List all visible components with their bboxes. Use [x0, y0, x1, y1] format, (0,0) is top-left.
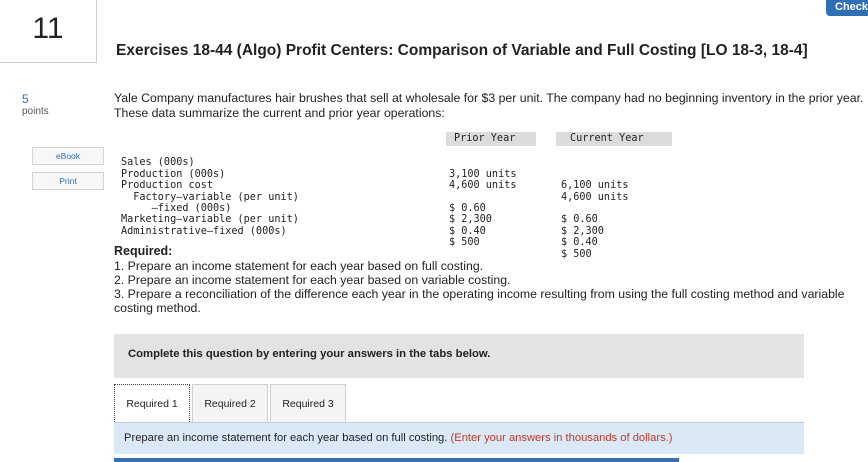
print-button[interactable]: Print: [32, 172, 104, 190]
current-year-value: $ 0.60: [561, 214, 598, 226]
column-header-current-year: Current Year: [556, 132, 672, 146]
required-item-3: 3. Prepare a reconciliation of the difference each year in the operating income resulting from using the full costing method and variable costing method.: [114, 287, 845, 315]
prior-year-value: $ 2,300: [449, 214, 492, 226]
required-item-2: 2. Prepare an income statement for each year based on variable costing.: [114, 273, 511, 287]
required-heading: Required:: [114, 244, 173, 258]
prior-year-value: 3,100 units: [449, 168, 517, 180]
answer-table-header-edge: [114, 458, 679, 462]
row-label: Factory—variable (per unit): [121, 191, 299, 203]
complete-question-banner: [114, 334, 804, 378]
question-number: 11: [0, 0, 97, 63]
tab-required-1[interactable]: Required 1: [114, 384, 190, 422]
ebook-button[interactable]: eBook: [32, 147, 104, 165]
column-header-prior-year: Prior Year: [446, 132, 536, 146]
instructions-bar: [114, 422, 804, 454]
current-year-value: $ 500: [561, 248, 592, 260]
row-label: Sales (000s): [121, 157, 195, 169]
prior-year-value: $ 0.40: [449, 225, 486, 237]
points-value: 5: [22, 92, 29, 106]
instructions-text: Prepare an income statement for each year based on full costing.: [124, 432, 448, 444]
complete-question-text: Complete this question by entering your answers in the tabs below.: [128, 348, 491, 360]
current-year-value: $ 2,300: [561, 225, 604, 237]
tab-required-2[interactable]: Required 2: [192, 384, 268, 422]
row-label: Production (000s): [121, 168, 226, 180]
current-year-value: 6,100 units: [561, 180, 629, 192]
current-year-value: 4,600 units: [561, 191, 629, 203]
points-label: points: [22, 106, 49, 117]
row-label: Marketing—variable (per unit): [121, 214, 299, 226]
row-label: Administrative—fixed (000s): [121, 225, 287, 237]
current-year-value: $ 0.40: [561, 237, 598, 249]
row-label: Production cost: [121, 180, 214, 192]
question-intro: Yale Company manufactures hair brushes that sell at wholesale for $3 per unit. The company had no beginning inventory in the prior year. These data summarize the current and prior year operations:: [114, 91, 864, 120]
row-label: —fixed (000s): [121, 202, 232, 214]
required-item-1: 1. Prepare an income statement for each year based on full costing.: [114, 259, 484, 273]
required-section: [114, 244, 854, 315]
question-title: Exercises 18-44 (Algo) Profit Centers: Comparison of Variable and Full Costing [LO 18-3, 18-4]: [116, 42, 808, 59]
prior-year-value: $ 0.60: [449, 202, 486, 214]
check-button[interactable]: Check: [826, 0, 868, 16]
prior-year-value: $ 500: [449, 237, 480, 249]
tab-required-3[interactable]: Required 3: [270, 384, 346, 422]
prior-year-value: 4,600 units: [449, 180, 517, 192]
instructions-note: (Enter your answers in thousands of dollars.): [450, 432, 673, 444]
